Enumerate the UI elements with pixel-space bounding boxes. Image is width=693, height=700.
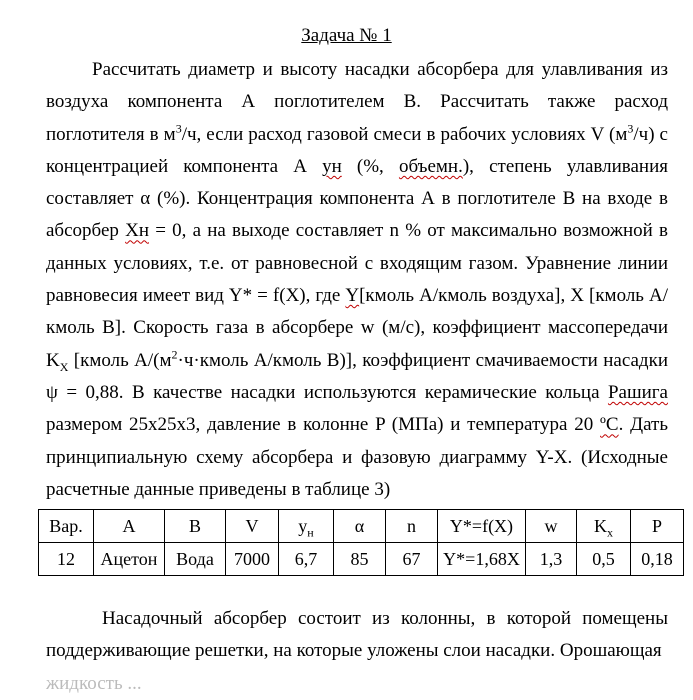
subscript: X	[59, 359, 69, 374]
description-paragraph	[46, 603, 668, 700]
table-header-cell: Вар.	[39, 510, 94, 543]
text-run: ), степень улавливания составляет α (%). Концентрация компонента А в поглотителе В на входе в абсорбер	[46, 155, 668, 242]
table-cell: 7000	[226, 543, 279, 576]
text-run: [кмоль А/(м	[68, 349, 172, 371]
spellcheck-word: ºС	[600, 414, 619, 436]
text-run: . Дать принципиальную схему абсорбера и фазовую диаграмму Y-X. (Исходные расчетные данные приведены в таблице 3)	[46, 414, 668, 500]
text-run: ·ч·кмоль А/кмоль В)], коэффициент смачиваемости насадки ψ = 0,88. В качестве насадки используются керамические кольца	[46, 349, 668, 403]
table-header-cell: P	[631, 510, 684, 543]
subscript: x	[607, 525, 613, 540]
table-cell: Вода	[165, 543, 226, 576]
table-header-cell: n	[386, 510, 438, 543]
table-header-cell: α	[334, 510, 386, 543]
text-run: (%,	[341, 155, 399, 177]
table-header-cell: V	[226, 510, 279, 543]
text-run: /ч) с концентрацией компонента А	[46, 123, 668, 177]
text-run: [кмоль А/кмоль воздуха], X [кмоль А/кмоль В]. Скорость газа в абсорбере w (м/с), коэффициент массопередачи K	[46, 285, 668, 371]
table-header-row	[39, 510, 684, 543]
task-title-text: Задача № 1	[301, 25, 392, 46]
table-cell: 85	[334, 543, 386, 576]
table-header-cell	[577, 510, 631, 543]
problem-statement	[46, 54, 668, 506]
table-header-cell: A	[94, 510, 165, 543]
table-cell: Ацетон	[94, 543, 165, 576]
superscript: 3	[627, 121, 634, 136]
header-symbol: y	[298, 515, 308, 536]
text-run: /ч, если расход газовой смеси в рабочих условиях V (м	[181, 123, 628, 145]
superscript: 2	[171, 347, 178, 362]
text-run: = 0, а на выходе составляет n % от максимально возможной в данных условиях, т.е. от равновесной с входящим газом. Уравнение линии равновесия имеет вид Y* = f(X), где	[46, 220, 668, 307]
spellcheck-word: объемн.	[398, 155, 463, 177]
table-cell: 6,7	[279, 543, 334, 576]
spellcheck-word: Y	[345, 285, 360, 307]
table-cell: 67	[386, 543, 438, 576]
parameters-table	[38, 509, 684, 576]
text-run: Насадочный абсорбер состоит из колонны, в которой помещены поддерживающие решетки, на которые уложены слои насадки. Орошающая	[46, 608, 668, 662]
table-cell: 0,5	[577, 543, 631, 576]
cut-off-line: жидкость ...	[46, 672, 142, 694]
subscript: н	[307, 525, 314, 540]
table-header-cell: Y*=f(X)	[438, 510, 526, 543]
spellcheck-word: ун	[322, 155, 342, 177]
task-title	[0, 22, 693, 50]
superscript: 3	[175, 121, 182, 136]
table-header-cell: w	[526, 510, 577, 543]
table-cell: 0,18	[631, 543, 684, 576]
spellcheck-word: Хн	[125, 220, 149, 242]
text-run: размером 25x25x3, давление в колонне P (МПа) и температура 20	[46, 414, 601, 436]
table-cell: Y*=1,68X	[438, 543, 526, 576]
table-cell: 1,3	[526, 543, 577, 576]
table-header-cell: B	[165, 510, 226, 543]
table-row	[39, 543, 684, 576]
spellcheck-word: Рашига	[607, 381, 668, 403]
header-symbol: K	[594, 515, 607, 536]
table-header-cell	[279, 510, 334, 543]
text-run: Рассчитать диаметр и высоту насадки абсорбера для улавливания из воздуха компонента А поглотителем В. Рассчитать также расход поглотителя в м	[46, 59, 668, 145]
table-cell: 12	[39, 543, 94, 576]
